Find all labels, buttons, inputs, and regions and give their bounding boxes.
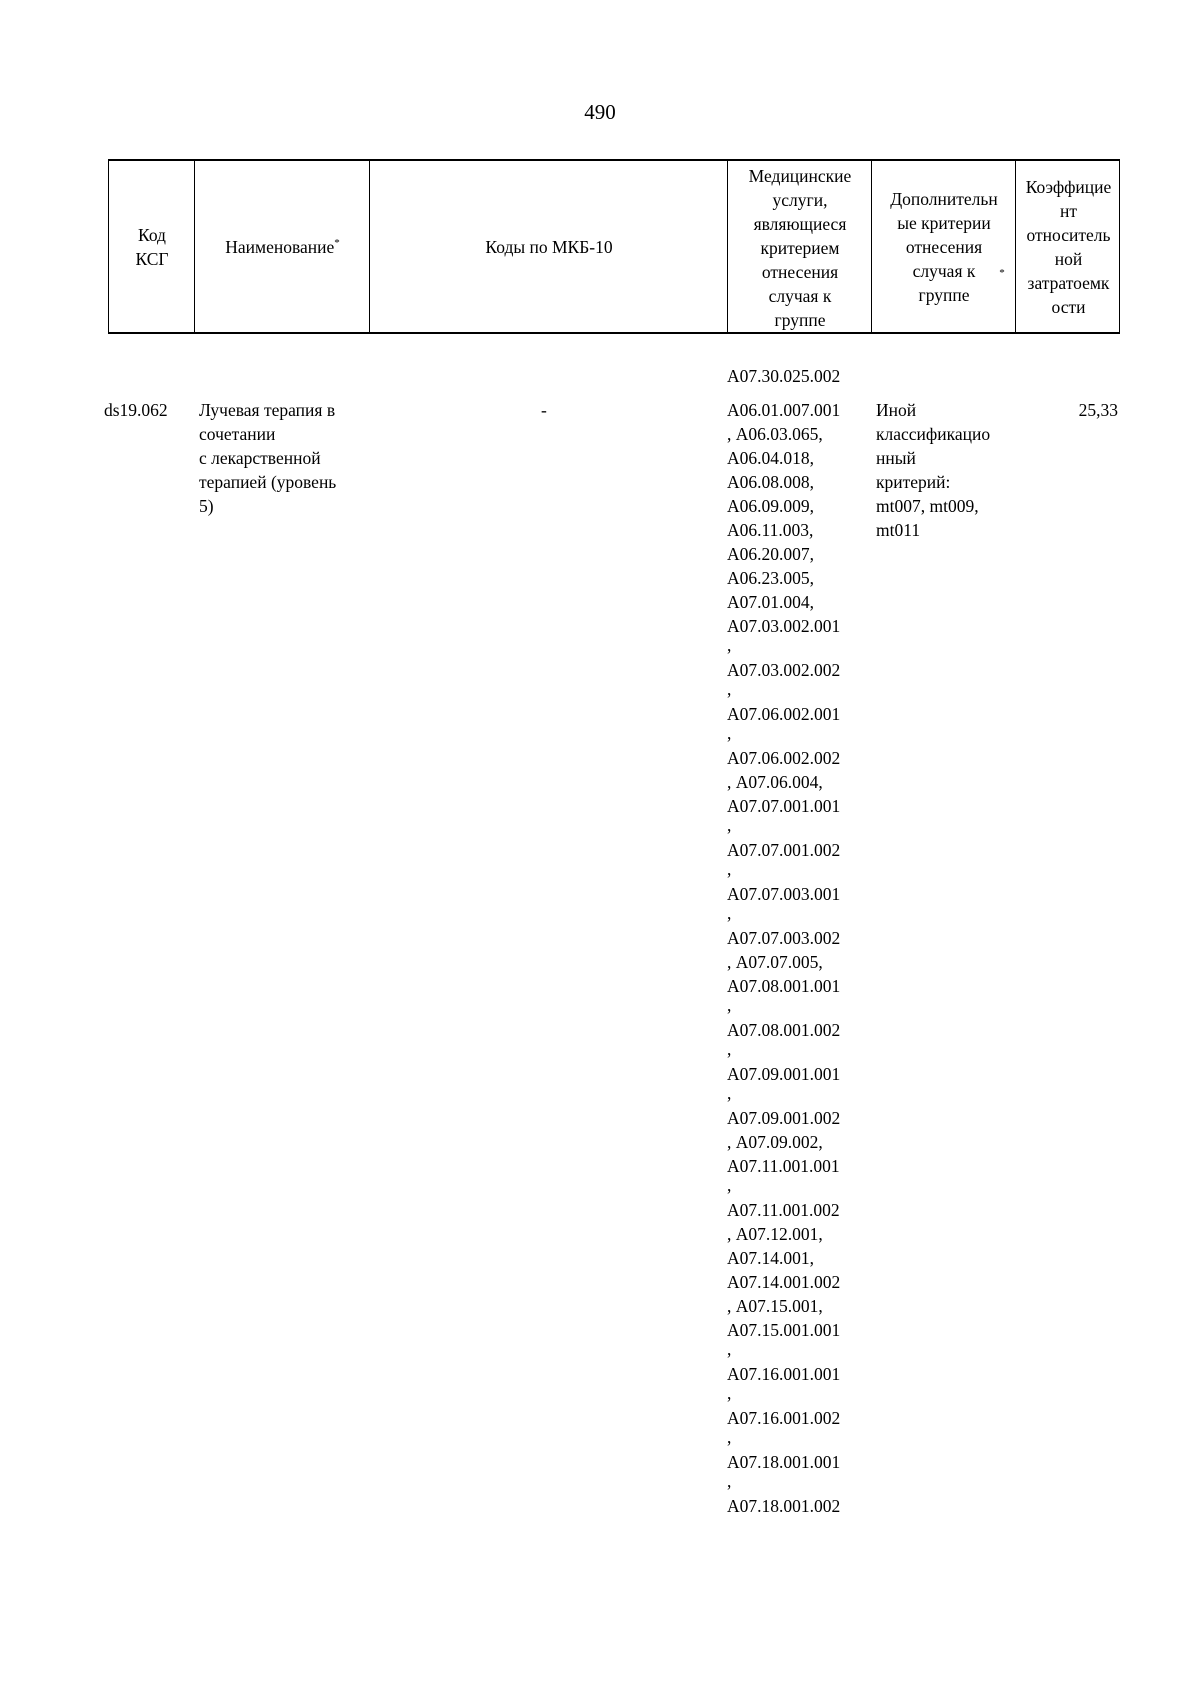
service-code-line: А07.16.001.001 [727, 1364, 841, 1384]
table-header [108, 159, 1120, 334]
row-coefficient: 25,33 [1078, 400, 1118, 420]
service-code-line: А07.06.002.002 [727, 748, 841, 768]
service-code-line: А06.20.007, [727, 544, 815, 564]
service-code-line: , [727, 1039, 732, 1059]
service-code-line: А07.06.002.001 [727, 704, 841, 724]
service-code-line: , [727, 1427, 732, 1447]
carryover-service-code: А07.30.025.002 [727, 366, 841, 386]
service-code-line: , [727, 679, 732, 699]
header-additional-line: отнесения [905, 236, 983, 257]
service-code-line: А07.11.001.002 [727, 1200, 840, 1220]
header-coefficient-line: затратоемк [1027, 272, 1110, 293]
service-code-line: , [727, 1083, 732, 1103]
service-code-line: , [727, 1471, 732, 1491]
header-services-line: услуги, [772, 189, 828, 210]
row-name-line: сочетании [199, 424, 276, 444]
header-mkb [369, 161, 728, 332]
service-code-line: , А07.12.001, [727, 1224, 823, 1244]
page-number: 490 [584, 100, 616, 124]
row-name [199, 398, 369, 518]
row-additional-line: mt007, mt009, [876, 496, 979, 516]
header-services-line: являющиеся [753, 213, 847, 234]
service-code-line: , [727, 859, 732, 879]
service-code-line: А07.03.002.001 [727, 616, 841, 636]
row-name-line: с лекарственной [199, 448, 321, 468]
service-code-line: , А06.03.065, [727, 424, 823, 444]
header-coefficient-line: нт [1059, 200, 1077, 221]
header-name-text: Наименование [225, 236, 335, 257]
header-services-line: случая к [768, 285, 832, 306]
header-coefficient-line: Коэффицие [1025, 176, 1112, 197]
header-code-ksg [108, 161, 195, 332]
service-code-line: А07.14.001, [727, 1248, 815, 1268]
row-name-line: 5) [199, 496, 214, 516]
row-name-line: терапией (уровень [199, 472, 337, 492]
row-additional-line: Иной [876, 400, 917, 420]
header-coefficient-line: относитель [1026, 224, 1111, 245]
row-additional-criteria [876, 398, 1016, 542]
service-code-line: А07.11.001.001 [727, 1156, 840, 1176]
header-name-footnote-marker: * [334, 236, 340, 249]
service-code-line: А07.18.001.001 [727, 1452, 841, 1472]
service-code-line: А07.09.001.002 [727, 1108, 841, 1128]
service-code-line: , А07.09.002, [727, 1132, 823, 1152]
header-additional-line: Дополнительн [890, 188, 998, 209]
row-additional-line: mt011 [876, 520, 921, 540]
service-code-line: А07.08.001.002 [727, 1020, 841, 1040]
row-mkb: - [541, 400, 547, 420]
service-code-line: А07.16.001.002 [727, 1408, 841, 1428]
header-services-line: группе [774, 309, 826, 330]
service-code-line: А07.01.004, [727, 592, 815, 612]
service-code-line: , [727, 1175, 732, 1195]
service-code-line: А06.01.007.001 [727, 400, 841, 420]
row-additional-line: классификацио [876, 424, 991, 444]
service-code-line: , [727, 635, 732, 655]
row-additional-line: критерий: [876, 472, 951, 492]
header-additional-line: ые критерии [897, 212, 991, 233]
service-code-line: А06.23.005, [727, 568, 815, 588]
service-code-line: А07.09.001.001 [727, 1064, 841, 1084]
service-code-line: , А07.15.001, [727, 1296, 823, 1316]
header-code-line: КСГ [135, 248, 169, 269]
service-code-line: , А07.07.005, [727, 952, 823, 972]
header-code-line: Код [138, 224, 166, 245]
header-additional-line: случая к [912, 260, 976, 281]
header-additional-criteria: Дополнительн ые критерии отнесения случая к группе * [871, 161, 1016, 332]
header-coefficient-line: ной [1054, 248, 1083, 269]
service-code-line: А07.07.001.001 [727, 796, 841, 816]
header-coefficient-line: ости [1051, 296, 1086, 317]
ksg-table [104, 159, 1120, 1634]
row-services [727, 398, 867, 1518]
header-services-line: Медицинские [748, 165, 852, 186]
header-name [194, 161, 370, 332]
service-code-line: А07.18.001.002 [727, 1496, 841, 1516]
service-code-line: , А07.06.004, [727, 772, 823, 792]
service-code-line: , [727, 1339, 732, 1359]
service-code-line: , [727, 1383, 732, 1403]
header-additional-line: группе [918, 284, 970, 305]
row-additional-line: нный [876, 448, 916, 468]
service-code-line: А07.07.003.001 [727, 884, 841, 904]
service-code-line: , [727, 815, 732, 835]
service-code-line: А06.04.018, [727, 448, 815, 468]
header-services-line: отнесения [761, 261, 839, 282]
row-name-line: Лучевая терапия в [199, 400, 336, 420]
table-body [104, 334, 1120, 1634]
service-code-line: А07.07.003.002 [727, 928, 841, 948]
row-code: ds19.062 [104, 400, 168, 420]
service-code-line: А07.07.001.002 [727, 840, 841, 860]
service-code-line: , [727, 995, 732, 1015]
header-coefficient [1015, 161, 1121, 332]
service-code-line: А06.11.003, [727, 520, 814, 540]
service-code-line: А07.03.002.002 [727, 660, 841, 680]
header-services-line: критерием [760, 237, 840, 258]
service-code-line: А06.09.009, [727, 496, 815, 516]
header-services [727, 161, 872, 332]
service-code-line: А06.08.008, [727, 472, 815, 492]
service-code-line: А07.14.001.002 [727, 1272, 841, 1292]
service-code-line: А07.15.001.001 [727, 1320, 841, 1340]
service-code-line: , [727, 723, 732, 743]
header-mkb-text: Коды по МКБ-10 [485, 236, 613, 257]
service-code-line: А07.08.001.001 [727, 976, 841, 996]
service-code-line: , [727, 903, 732, 923]
